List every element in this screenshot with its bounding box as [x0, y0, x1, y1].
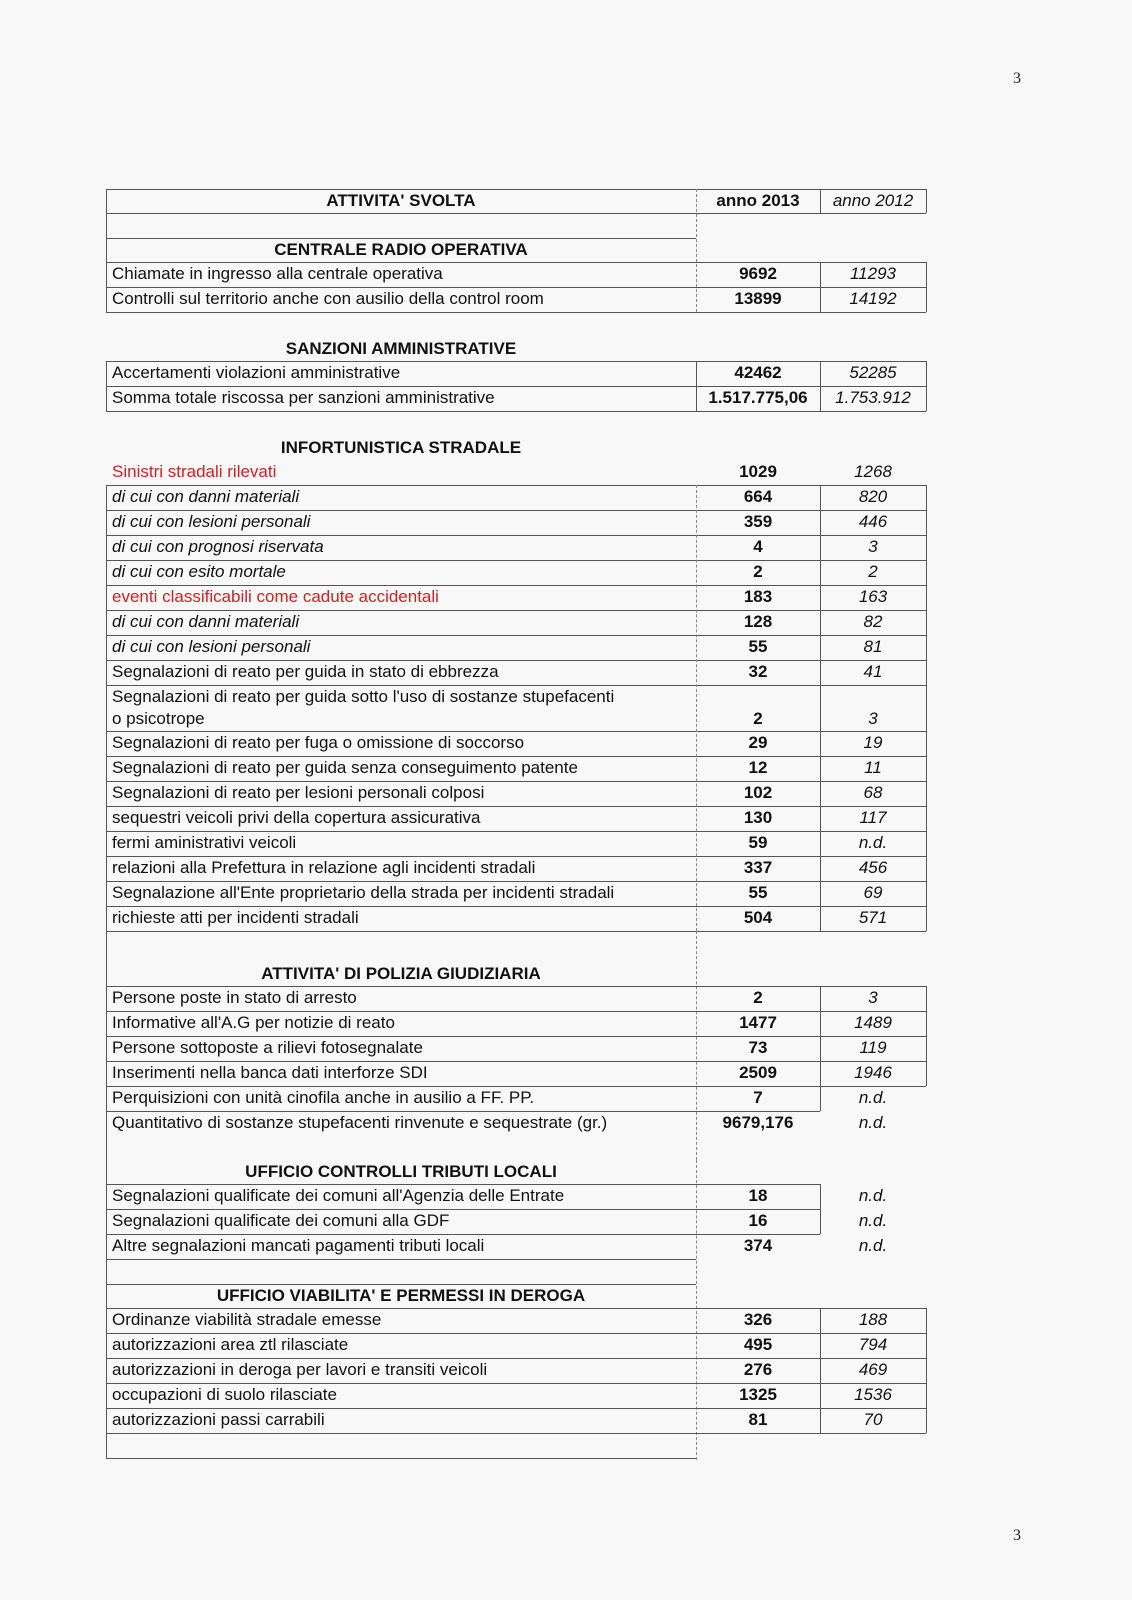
value-2012: 1536 [854, 1385, 892, 1404]
border-line [106, 1458, 696, 1459]
value-2012: 571 [858, 908, 888, 927]
row-label: occupazioni di suolo rilasciate [112, 1385, 337, 1404]
value-2012: 820 [858, 487, 888, 506]
value-2013: 1325 [739, 1385, 777, 1404]
value-2012: 119 [859, 1038, 887, 1057]
border-line [106, 1259, 696, 1260]
border-line [696, 361, 697, 411]
row-label: autorizzazioni in deroga per lavori e transiti veicoli [112, 1360, 488, 1379]
value-2012: 19 [863, 733, 883, 752]
border-line [106, 1433, 926, 1434]
row-label: Chiamate in ingresso alla centrale operativa [112, 264, 443, 283]
border-line [820, 262, 821, 312]
value-2012: 3 [868, 988, 878, 1007]
border-line [926, 189, 927, 213]
row-label: Segnalazioni qualificate dei comuni alla GDF [112, 1211, 450, 1230]
value-2013: 73 [748, 1038, 768, 1057]
value-2013: 504 [743, 908, 773, 927]
value-2013: 276 [743, 1360, 773, 1379]
row-label: Ordinanze viabilità stradale emesse [112, 1310, 382, 1329]
value-2013: 130 [743, 808, 773, 827]
border-line [820, 986, 821, 1111]
border-line [696, 485, 697, 931]
border-line [926, 361, 927, 411]
row-label: Segnalazioni di reato per guida in stato di ebbrezza [112, 662, 499, 681]
column-header-2013: anno 2013 [716, 191, 800, 210]
value-2013: 359 [743, 512, 773, 531]
value-2013: 1.517.775,06 [708, 388, 808, 407]
border-line [820, 189, 821, 213]
row-label: Segnalazioni di reato per guida senza conseguimento patente [112, 758, 578, 777]
value-2013: 12 [748, 758, 768, 777]
row-label: autorizzazioni passi carrabili [112, 1410, 325, 1429]
value-2012: 1489 [854, 1013, 892, 1032]
value-2012: 81 [863, 637, 883, 656]
value-2012: n.d. [858, 833, 888, 852]
value-2013: 2 [753, 562, 763, 581]
value-2013: 4 [753, 537, 763, 556]
row-label: Persone poste in stato di arresto [112, 988, 357, 1007]
value-2012: 1268 [854, 462, 892, 481]
border-line [106, 312, 926, 313]
row-label: di cui con danni materiali [112, 612, 300, 631]
border-line [106, 411, 926, 412]
section-title-viabilita: UFFICIO VIABILITA' E PERMESSI IN DEROGA [216, 1286, 586, 1305]
value-2013: 102 [743, 783, 773, 802]
row-label: Somma totale riscossa per sanzioni amministrative [112, 388, 495, 407]
value-2013: 13899 [734, 289, 782, 308]
value-2012: n.d. [858, 1113, 888, 1132]
border-line [696, 189, 697, 312]
value-2012: 68 [863, 783, 883, 802]
value-2012: 446 [858, 512, 888, 531]
section-title-tributi: UFFICIO CONTROLLI TRIBUTI LOCALI [245, 1162, 557, 1181]
border-line [926, 986, 927, 1086]
column-header-2012: anno 2012 [832, 191, 914, 210]
value-2013: 29 [748, 733, 768, 752]
value-2013: 42462 [734, 363, 782, 382]
section-title-sanzioni: SANZIONI AMMINISTRATIVE [285, 339, 517, 358]
value-2012: 456 [858, 858, 888, 877]
row-label: di cui con lesioni personali [112, 637, 311, 656]
value-2013: 18 [748, 1186, 768, 1205]
value-2012: 11293 [849, 264, 896, 283]
row-label: Controlli sul territorio anche con ausilio della control room [112, 289, 544, 308]
value-2012: 2 [868, 562, 878, 581]
value-2012: 1.753.912 [835, 388, 911, 407]
value-2013: 128 [743, 612, 773, 631]
value-2013: 81 [748, 1410, 768, 1429]
border-line [106, 986, 107, 1160]
section-title-polizia: ATTIVITA' DI POLIZIA GIUDIZIARIA [261, 964, 541, 983]
page-number-top: 3 [1013, 70, 1021, 87]
row-label: autorizzazioni area ztl rilasciate [112, 1335, 349, 1354]
value-2013: 59 [748, 833, 768, 852]
border-line [820, 1184, 821, 1234]
value-2012: 69 [863, 883, 883, 902]
border-line [106, 1160, 107, 1260]
row-label: sequestri veicoli privi della copertura assicurativa [112, 808, 481, 827]
column-header-activity: ATTIVITA' SVOLTA [326, 191, 476, 210]
value-2012: 11 [864, 758, 882, 777]
row-label: Informative all'A.G per notizie di reato [112, 1013, 395, 1032]
row-label: di cui con esito mortale [112, 562, 286, 581]
value-2013: 374 [743, 1236, 773, 1255]
value-2013: 337 [743, 858, 773, 877]
row-label: Altre segnalazioni mancati pagamenti tributi locali [112, 1236, 485, 1255]
row-label: di cui con danni materiali [112, 487, 300, 506]
row-label: eventi classificabili come cadute accidentali [112, 587, 439, 606]
section-title-centrale: CENTRALE RADIO OPERATIVA [274, 240, 528, 259]
border-line [926, 1308, 927, 1433]
value-2012: 163 [858, 587, 888, 606]
value-2013: 2 [753, 988, 763, 1007]
value-2013: 495 [743, 1335, 773, 1354]
value-2013: 55 [748, 883, 768, 902]
row-label: Sinistri stradali rilevati [112, 462, 277, 481]
value-2013: 32 [748, 662, 768, 681]
value-2012: 3 [868, 537, 878, 556]
value-2012: n.d. [858, 1211, 888, 1230]
row-label: Segnalazione all'Ente proprietario della strada per incidenti stradali [112, 883, 615, 902]
value-2013: 9679,176 [722, 1113, 794, 1132]
border-line [106, 931, 926, 932]
border-line [106, 485, 107, 931]
border-line [106, 213, 926, 214]
value-2013: 55 [748, 637, 768, 656]
value-2012: 70 [863, 1410, 883, 1429]
value-2013: 664 [743, 487, 773, 506]
border-line [926, 262, 927, 312]
row-label: Segnalazioni qualificate dei comuni all'Agenzia delle Entrate [112, 1186, 565, 1205]
border-line [820, 485, 821, 931]
row-label: Quantitativo di sostanze stupefacenti rinvenute e sequestrate (gr.) [112, 1113, 608, 1132]
row-label: Inserimenti nella banca dati interforze SDI [112, 1063, 428, 1082]
border-line [820, 361, 821, 411]
value-2013: 2509 [739, 1063, 777, 1082]
value-2012: 41 [863, 662, 883, 681]
row-label: Segnalazioni di reato per fuga o omissione di soccorso [112, 733, 525, 752]
value-2013: 7 [753, 1088, 763, 1107]
row-label: Accertamenti violazioni amministrative [112, 363, 401, 382]
value-2012: 1946 [854, 1063, 892, 1082]
value-2012: 14192 [849, 289, 897, 308]
section-title-infortunistica: INFORTUNISTICA STRADALE [280, 438, 522, 457]
value-2012: 469 [858, 1360, 888, 1379]
border-line [106, 189, 107, 312]
value-2013: 9692 [739, 264, 777, 283]
page-number-bottom: 3 [1013, 1527, 1021, 1544]
row-label: richieste atti per incidenti stradali [112, 908, 359, 927]
value-2012: n.d. [858, 1088, 888, 1107]
value-2013: 2 [753, 709, 763, 728]
row-label: Segnalazioni di reato per lesioni personali colposi [112, 783, 485, 802]
row-label: di cui con prognosi riservata [112, 537, 324, 556]
value-2013: 16 [748, 1211, 768, 1230]
value-2012: n.d. [858, 1186, 888, 1205]
value-2012: 188 [858, 1310, 888, 1329]
row-label: Perquisizioni con unità cinofila anche in ausilio a FF. PP. [112, 1088, 535, 1107]
row-label: di cui con lesioni personali [112, 512, 311, 531]
value-2013: 1477 [739, 1013, 777, 1032]
border-line [820, 1308, 821, 1433]
value-2013: 183 [743, 587, 773, 606]
border-line [106, 361, 107, 411]
value-2012: n.d. [858, 1236, 888, 1255]
row-label: Persone sottoposte a rilievi fotosegnalate [112, 1038, 423, 1057]
value-2012: 117 [859, 808, 887, 827]
border-line [106, 1260, 107, 1458]
row-label: Segnalazioni di reato per guida sotto l'uso di sostanze stupefacenti [112, 687, 615, 706]
row-label: fermi aministrativi veicoli [112, 833, 297, 852]
value-2013: 1029 [739, 462, 777, 481]
row-label: relazioni alla Prefettura in relazione agli incidenti stradali [112, 858, 536, 877]
value-2013: 326 [743, 1310, 773, 1329]
row-label-line2: o psicotrope [112, 709, 205, 728]
border-line [926, 485, 927, 931]
value-2012: 794 [858, 1335, 888, 1354]
value-2012: 3 [868, 709, 878, 728]
value-2012: 82 [863, 612, 883, 631]
value-2012: 52285 [849, 363, 897, 382]
